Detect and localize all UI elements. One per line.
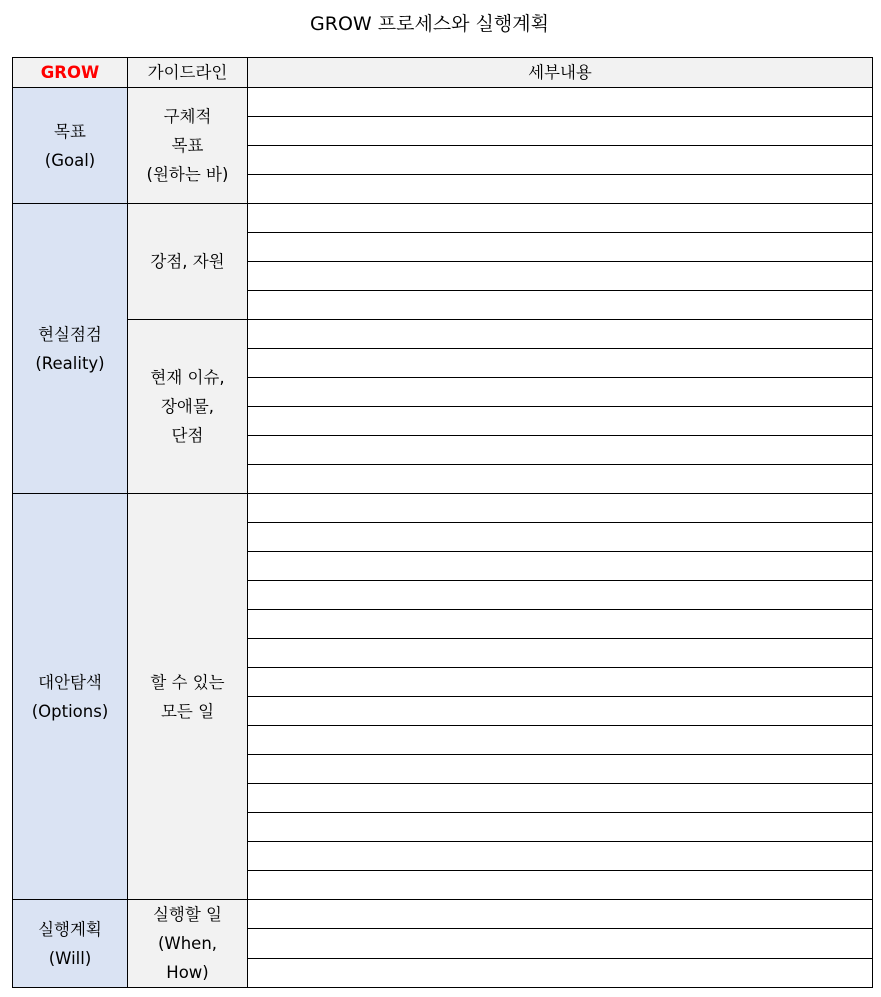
detail-cell[interactable] (248, 958, 873, 987)
grow-table (12, 57, 873, 988)
detail-cell[interactable] (248, 871, 873, 900)
stage-options: 대안탐색 (Options) (13, 494, 128, 900)
detail-cell[interactable] (248, 465, 873, 494)
detail-cell[interactable] (248, 813, 873, 842)
detail-cell[interactable] (248, 320, 873, 349)
detail-cell[interactable] (248, 233, 873, 262)
detail-cell[interactable] (248, 291, 873, 320)
detail-cell[interactable] (248, 407, 873, 436)
detail-cell[interactable] (248, 552, 873, 581)
detail-cell[interactable] (248, 842, 873, 871)
header-guideline: 가이드라인 (128, 58, 248, 88)
stage-reality: 현실점검 (Reality) (13, 204, 128, 494)
detail-cell[interactable] (248, 697, 873, 726)
detail-cell[interactable] (248, 204, 873, 233)
stage-will: 실행계획 (Will) (13, 900, 128, 988)
guide-strengths: 강점, 자원 (128, 204, 248, 320)
detail-cell[interactable] (248, 494, 873, 523)
detail-cell[interactable] (248, 581, 873, 610)
guide-issues: 현재 이슈, 장애물, 단점 (128, 320, 248, 494)
detail-cell[interactable] (248, 378, 873, 407)
detail-cell[interactable] (248, 755, 873, 784)
detail-cell[interactable] (248, 88, 873, 117)
detail-cell[interactable] (248, 262, 873, 291)
header-details: 세부내용 (248, 58, 873, 88)
guide-will: 실행할 일 (When, How) (128, 900, 248, 988)
guide-options: 할 수 있는 모든 일 (128, 494, 248, 900)
detail-cell[interactable] (248, 349, 873, 378)
detail-cell[interactable] (248, 146, 873, 175)
document-title: GROW 프로세스와 실행계획 (310, 13, 549, 35)
header-row (13, 58, 873, 88)
detail-cell[interactable] (248, 668, 873, 697)
detail-cell[interactable] (248, 436, 873, 465)
detail-cell[interactable] (248, 726, 873, 755)
detail-cell[interactable] (248, 175, 873, 204)
detail-cell[interactable] (248, 523, 873, 552)
detail-cell[interactable] (248, 929, 873, 958)
detail-cell[interactable] (248, 784, 873, 813)
stage-goal: 목표 (Goal) (13, 88, 128, 204)
guide-goal: 구체적 목표 (원하는 바) (128, 88, 248, 204)
header-grow: GROW (13, 58, 128, 88)
detail-cell[interactable] (248, 900, 873, 929)
detail-cell[interactable] (248, 610, 873, 639)
detail-cell[interactable] (248, 117, 873, 146)
detail-cell[interactable] (248, 639, 873, 668)
